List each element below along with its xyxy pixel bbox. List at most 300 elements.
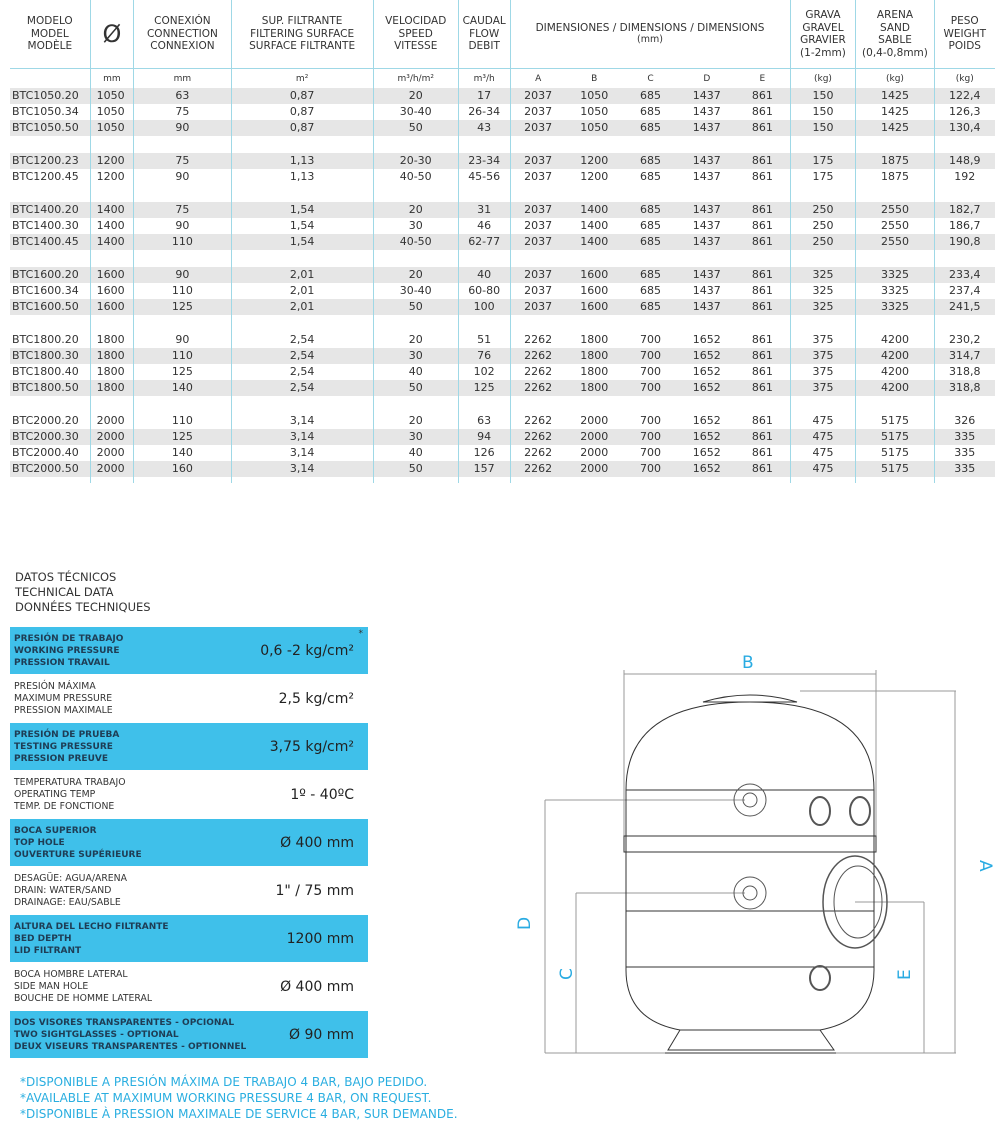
value-cell: 2550 [856, 202, 934, 218]
value-cell: 90 [134, 120, 231, 136]
value-cell: 861 [751, 333, 773, 346]
spacer-cell [934, 185, 995, 202]
spacer-cell [458, 396, 510, 413]
value-cell: 685 [623, 202, 679, 218]
value-cell: 2037 [510, 120, 566, 136]
value-cell: 90 [134, 218, 231, 234]
value-cell: 2550 [856, 234, 934, 250]
spacer-cell [134, 315, 231, 332]
spacer-cell [678, 477, 735, 483]
value-cell: 1400 [90, 202, 134, 218]
tech-row [10, 963, 368, 1010]
value-cell: 2037 [510, 218, 566, 234]
value-cell: 685 [640, 284, 661, 297]
tech-value: 2,5 kg/cm² [278, 690, 354, 707]
value-cell: 140 [134, 380, 231, 396]
value-cell: 861 [751, 284, 773, 297]
value-cell: 3,14 [231, 445, 373, 461]
value-cell: 237,4 [934, 283, 995, 299]
value-cell: 2037 [510, 153, 566, 169]
model-cell: BTC1050.50 [10, 120, 90, 136]
value-cell: 475 [790, 429, 856, 445]
value-cell: 1437 [692, 105, 721, 118]
value-cell: 31 [458, 202, 510, 218]
spacer-cell [934, 315, 995, 332]
unit-cell: (kg) [790, 69, 856, 89]
value-cell: 20 [373, 267, 458, 283]
value-cell: 125 [134, 429, 231, 445]
value-cell: 685 [623, 299, 679, 315]
spacer-cell [90, 250, 134, 267]
spacer-cell [373, 396, 458, 413]
drain-icon [810, 966, 830, 990]
spacer-cell [90, 315, 134, 332]
spacer-cell [373, 250, 458, 267]
value-cell: 335 [934, 429, 995, 445]
tech-label-line: BED DEPTH [14, 933, 72, 944]
spacer-cell [458, 185, 510, 202]
value-cell: 1652 [678, 348, 735, 364]
label-d: D [515, 916, 535, 930]
table-row [10, 445, 995, 461]
value-cell: 60-80 [458, 283, 510, 299]
value-cell: 20 [373, 413, 458, 429]
spacer-cell [623, 477, 679, 483]
value-cell: 1,54 [231, 234, 373, 250]
value-cell: 318,8 [934, 380, 995, 396]
tech-label [14, 729, 119, 765]
unit-cell: E [735, 69, 790, 89]
tech-row [10, 675, 368, 722]
spacer-cell [623, 250, 679, 267]
header-flow: CAUDAL FLOW DEBIT [458, 0, 510, 69]
value-cell: 175 [790, 153, 856, 169]
model-cell: BTC1600.34 [12, 284, 79, 297]
table-row [10, 332, 995, 348]
value-cell: 861 [751, 365, 773, 378]
spacer-cell [678, 396, 735, 413]
value-cell: 5175 [856, 413, 934, 429]
value-cell: 325 [790, 283, 856, 299]
value-cell: 130,4 [934, 120, 995, 136]
value-cell: 1600 [566, 299, 623, 315]
value-cell: 3,14 [231, 461, 373, 477]
value-cell: 1,54 [231, 202, 373, 218]
model-cell: BTC1800.40 [12, 365, 79, 378]
spacer-cell [856, 396, 934, 413]
value-cell: 3,14 [231, 429, 373, 445]
spacer-cell [566, 136, 623, 153]
value-cell: 3325 [856, 267, 934, 283]
value-cell: 100 [458, 299, 510, 315]
value-cell: 1800 [580, 365, 609, 378]
spacer-cell [373, 315, 458, 332]
value-cell: 125 [134, 299, 231, 315]
value-cell: 861 [735, 234, 790, 250]
spacer-cell [458, 315, 510, 332]
footnote-fr: *DISPONIBLE À PRESSION MAXIMALE DE SERVICE 4 BAR, SUR DEMANDE. [20, 1107, 458, 1121]
spacer-cell [790, 136, 856, 153]
value-cell: 2000 [90, 461, 134, 477]
top-hole-lid [703, 695, 797, 702]
value-cell: 20-30 [373, 153, 458, 169]
value-cell: 1600 [90, 267, 134, 283]
spacer-cell [134, 477, 231, 483]
spacer-cell [790, 250, 856, 267]
value-cell: 2000 [90, 429, 134, 445]
group-spacer [10, 136, 995, 153]
label-a: A [975, 860, 995, 872]
group-spacer [10, 396, 995, 413]
value-cell: 2000 [580, 446, 609, 459]
value-cell: 2262 [510, 429, 566, 445]
value-cell: 50 [373, 461, 458, 477]
table-bottom [10, 477, 995, 483]
value-cell: 148,9 [934, 153, 995, 169]
spacer-cell [566, 396, 623, 413]
spacer-cell [790, 396, 856, 413]
spacer-cell [856, 315, 934, 332]
value-cell: 1437 [678, 267, 735, 283]
header-model: MODELO MODEL MODÈLE [26, 15, 73, 53]
value-cell: 250 [790, 202, 856, 218]
value-cell: 700 [623, 461, 679, 477]
model-cell: BTC1200.23 [10, 153, 90, 169]
value-cell: 1425 [856, 104, 934, 120]
tech-label-line: TEMPERATURA TRABAJO [14, 776, 126, 788]
table-row [10, 299, 995, 315]
unit-cell: mm [90, 69, 134, 89]
value-cell: 1800 [90, 332, 134, 348]
value-cell: 2037 [510, 283, 566, 299]
value-cell: 3325 [856, 299, 934, 315]
value-cell: 685 [640, 105, 661, 118]
value-cell: 230,2 [934, 332, 995, 348]
tech-value: 1200 mm [286, 930, 354, 947]
tank-belt [624, 836, 876, 852]
value-cell: 45-56 [458, 169, 510, 185]
value-cell: 375 [790, 348, 856, 364]
value-cell: 126 [458, 445, 510, 461]
value-cell: 1425 [856, 120, 934, 136]
spacer-cell [678, 250, 735, 267]
footnote-en: *AVAILABLE AT MAXIMUM WORKING PRESSURE 4 BAR, ON REQUEST. [20, 1091, 432, 1105]
unit-cell: m³/h [458, 69, 510, 89]
value-cell: 125 [458, 380, 510, 396]
value-cell: 861 [751, 414, 773, 427]
tech-value: Ø 400 mm [280, 834, 354, 851]
value-cell: 475 [790, 461, 856, 477]
spacer-cell [678, 185, 735, 202]
value-cell: 1400 [566, 234, 623, 250]
tech-label-line: PRESIÓN DE PRUEBA [14, 729, 120, 740]
value-cell: 861 [735, 348, 790, 364]
spacer-cell [90, 185, 134, 202]
header-speed: VELOCIDAD SPEED VITESSE [373, 0, 458, 69]
label-b: B [742, 653, 754, 673]
spacer-cell [10, 185, 90, 202]
value-cell: 335 [934, 461, 995, 477]
value-cell: 861 [735, 88, 790, 104]
value-cell: 861 [735, 267, 790, 283]
value-cell: 1437 [678, 120, 735, 136]
value-cell: 375 [790, 380, 856, 396]
value-cell: 5175 [856, 429, 934, 445]
spacer-cell [934, 396, 995, 413]
tech-label [14, 969, 152, 1005]
value-cell: 685 [623, 153, 679, 169]
value-cell: 1652 [678, 380, 735, 396]
value-cell: 1050 [90, 104, 134, 120]
spacer-cell [623, 136, 679, 153]
value-cell: 157 [458, 461, 510, 477]
value-cell: 30 [373, 429, 458, 445]
value-cell: 1437 [692, 170, 721, 183]
value-cell: 2000 [90, 413, 134, 429]
value-cell: 1050 [566, 88, 623, 104]
value-cell: 1600 [90, 283, 134, 299]
value-cell: 2037 [510, 104, 566, 120]
tech-row [10, 819, 368, 866]
value-cell: 30-40 [373, 104, 458, 120]
value-cell: 325 [790, 267, 856, 283]
spacer-cell [10, 136, 90, 153]
value-cell: 326 [934, 413, 995, 429]
table-row [10, 153, 995, 169]
value-cell: 30 [373, 348, 458, 364]
spacer-cell [735, 136, 790, 153]
tech-label-line: BOCA SUPERIOR [14, 825, 97, 836]
header-dimensions: DIMENSIONES / DIMENSIONS / DIMENSIONS (mm) [510, 0, 790, 69]
spacer-cell [790, 477, 856, 483]
value-cell: 51 [458, 332, 510, 348]
tech-value: Ø 400 mm [280, 978, 354, 995]
value-cell: 2000 [580, 414, 609, 427]
value-cell: 1050 [90, 88, 134, 104]
value-cell: 2262 [510, 364, 566, 380]
unit-cell: A [510, 69, 566, 89]
value-cell: 182,7 [934, 202, 995, 218]
value-cell: 46 [458, 218, 510, 234]
unit-cell [10, 69, 90, 89]
spacer-cell [510, 250, 566, 267]
tech-label-line: TESTING PRESSURE [14, 741, 113, 752]
value-cell: 1,13 [231, 153, 373, 169]
model-cell: BTC1200.45 [12, 170, 79, 183]
value-cell: 335 [934, 445, 995, 461]
unit-cell: m² [231, 69, 373, 89]
value-cell: 76 [458, 348, 510, 364]
value-cell: 861 [751, 105, 773, 118]
sightglass-2-icon [850, 797, 870, 825]
tech-label-line: BOUCHE DE HOMME LATERAL [14, 992, 153, 1004]
spacer-cell [458, 477, 510, 483]
spacer-cell [566, 477, 623, 483]
spacer-cell [735, 477, 790, 483]
value-cell: 1050 [90, 120, 134, 136]
spacer-cell [510, 185, 566, 202]
group-spacer [10, 250, 995, 267]
value-cell: 30-40 [373, 283, 458, 299]
value-cell: 2037 [510, 169, 566, 185]
value-cell: 20 [373, 88, 458, 104]
value-cell: 110 [134, 348, 231, 364]
value-cell: 1652 [692, 365, 721, 378]
value-cell: 1875 [856, 153, 934, 169]
spacer-cell [856, 477, 934, 483]
value-cell: 2262 [510, 445, 566, 461]
spacer-cell [934, 136, 995, 153]
value-cell: 50 [373, 299, 458, 315]
value-cell: 700 [640, 414, 661, 427]
spacer-cell [623, 185, 679, 202]
value-cell: 2,54 [231, 380, 373, 396]
tech-label-line: PRESSION PREUVE [14, 753, 108, 764]
value-cell: 186,7 [934, 218, 995, 234]
spacer-cell [10, 315, 90, 332]
spacer-cell [134, 396, 231, 413]
spacer-cell [735, 250, 790, 267]
spacer-cell [934, 250, 995, 267]
tech-label-line: LID FILTRANT [14, 945, 82, 956]
spacer-cell [623, 315, 679, 332]
tech-label [14, 633, 123, 669]
spacer-cell [566, 185, 623, 202]
value-cell: 1200 [566, 153, 623, 169]
spacer-cell [735, 185, 790, 202]
model-cell: BTC1600.20 [10, 267, 90, 283]
value-cell: 43 [458, 120, 510, 136]
spacer-cell [566, 315, 623, 332]
value-cell: 1200 [90, 153, 134, 169]
spacer-cell [231, 136, 373, 153]
spacer-cell [934, 477, 995, 483]
spacer-cell [678, 136, 735, 153]
value-cell: 2000 [566, 429, 623, 445]
header-sand: ARENA SAND SABLE (0,4-0,8mm) [856, 0, 934, 69]
value-cell: 861 [735, 461, 790, 477]
value-cell: 5175 [856, 461, 934, 477]
value-cell: 30 [373, 218, 458, 234]
spacer-cell [623, 396, 679, 413]
technical-data-title: DATOS TÉCNICOS TECHNICAL DATA DONNÉES TECHNIQUES [15, 570, 151, 614]
value-cell: 40 [458, 267, 510, 283]
tech-label [14, 825, 142, 861]
tech-row [10, 771, 368, 818]
spacer-cell [134, 250, 231, 267]
value-cell: 1050 [580, 105, 609, 118]
value-cell: 1800 [566, 348, 623, 364]
value-cell: 861 [735, 202, 790, 218]
model-cell: BTC1050.34 [12, 105, 79, 118]
header-filter-surface: SUP. FILTRANTE FILTERING SURFACE SURFACE FILTRANTE [231, 0, 373, 69]
units-row [10, 69, 995, 89]
value-cell: 1600 [90, 299, 134, 315]
technical-data-list [10, 627, 368, 1059]
tech-label-line: WORKING PRESSURE [14, 645, 120, 656]
value-cell: 861 [751, 446, 773, 459]
spacer-cell [856, 185, 934, 202]
value-cell: 2037 [510, 234, 566, 250]
value-cell: 94 [458, 429, 510, 445]
tech-label [14, 777, 126, 813]
spacer-cell [678, 315, 735, 332]
asterisk: * [358, 629, 363, 639]
tech-label-line: OUVERTURE SUPÉRIEURE [14, 849, 142, 860]
value-cell: 4200 [856, 332, 934, 348]
value-cell: 861 [751, 170, 773, 183]
tech-label-line: SIDE MAN HOLE [14, 980, 89, 992]
value-cell: 160 [134, 461, 231, 477]
value-cell: 700 [640, 446, 661, 459]
model-cell: BTC1600.50 [10, 299, 90, 315]
unit-cell: B [566, 69, 623, 89]
group-spacer [10, 315, 995, 332]
table-row [10, 267, 995, 283]
label-e: E [895, 969, 915, 980]
value-cell: 233,4 [934, 267, 995, 283]
spacer-cell [134, 185, 231, 202]
value-cell: 1437 [678, 202, 735, 218]
spec-table [10, 0, 995, 483]
spacer-cell [373, 477, 458, 483]
value-cell: 2000 [566, 461, 623, 477]
tech-label-line: MAXIMUM PRESSURE [14, 692, 113, 704]
footnotes [20, 1074, 458, 1122]
value-cell: 1800 [90, 348, 134, 364]
table-row [10, 348, 995, 364]
value-cell: 700 [640, 333, 661, 346]
value-cell: 17 [458, 88, 510, 104]
table-row [10, 364, 995, 380]
unit-cell: (kg) [934, 69, 995, 89]
value-cell: 75 [134, 153, 231, 169]
value-cell: 250 [790, 218, 856, 234]
filter-tank-diagram [515, 640, 1000, 1060]
value-cell: 861 [735, 380, 790, 396]
value-cell: 62-77 [458, 234, 510, 250]
value-cell: 90 [134, 332, 231, 348]
value-cell: 1800 [90, 364, 134, 380]
header-diameter: Ø [90, 0, 134, 69]
sightglass-1-icon [810, 797, 830, 825]
group-spacer [10, 185, 995, 202]
spacer-cell [373, 136, 458, 153]
value-cell: 1652 [692, 414, 721, 427]
tech-label-line: TOP HOLE [14, 837, 65, 848]
value-cell: 2037 [510, 202, 566, 218]
unit-cell: C [623, 69, 679, 89]
tech-label-line: DEUX VISEURS TRANSPARENTES - OPTIONNEL [14, 1041, 247, 1052]
spacer-cell [510, 477, 566, 483]
spacer-cell [231, 396, 373, 413]
value-cell: 2550 [856, 218, 934, 234]
tech-label-line: ALTURA DEL LECHO FILTRANTE [14, 921, 169, 932]
value-cell: 314,7 [934, 348, 995, 364]
spacer-cell [10, 250, 90, 267]
value-cell: 1875 [856, 169, 934, 185]
table-row [10, 202, 995, 218]
spacer-cell [735, 396, 790, 413]
tech-row [10, 1011, 368, 1058]
value-cell: 1800 [90, 380, 134, 396]
value-cell: 110 [134, 413, 231, 429]
value-cell: 1400 [90, 234, 134, 250]
value-cell: 2,01 [231, 283, 373, 299]
value-cell: 685 [640, 170, 661, 183]
value-cell: 150 [790, 88, 856, 104]
header-weight: PESO WEIGHT POIDS [934, 0, 995, 69]
